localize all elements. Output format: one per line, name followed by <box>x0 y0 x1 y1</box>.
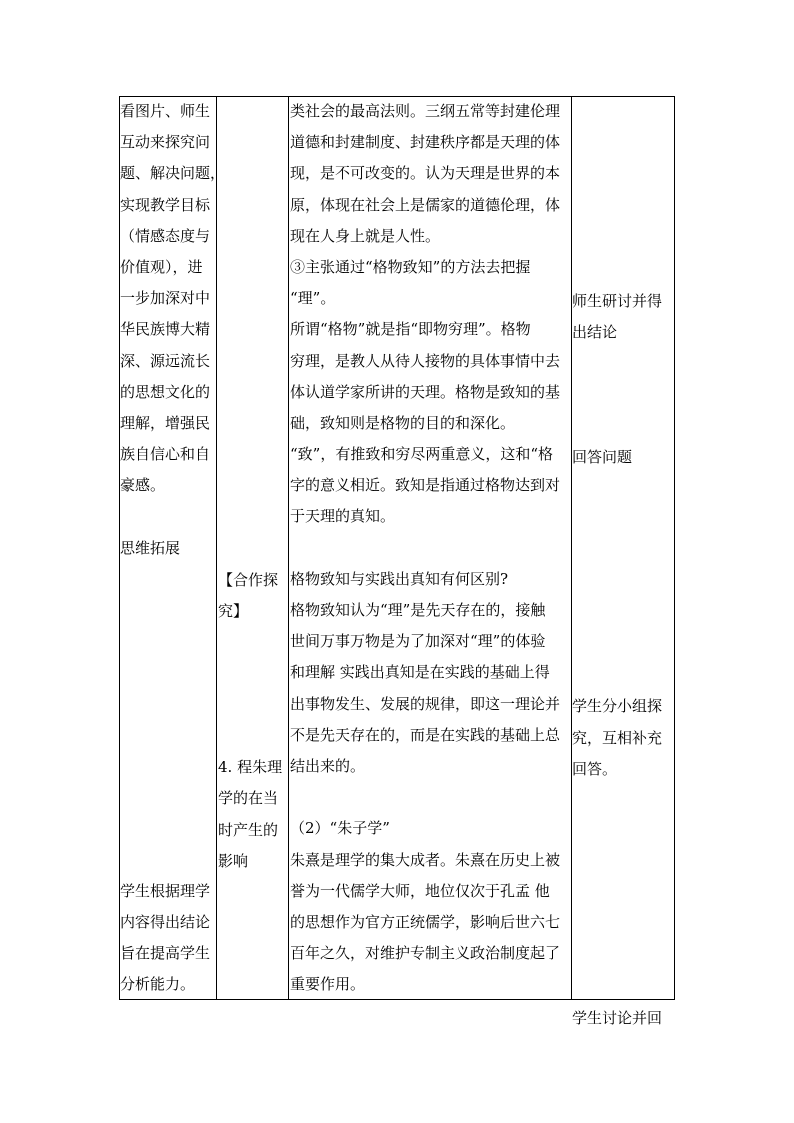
intent-line: 实现教学目标 <box>120 195 211 214</box>
content-line: 和理解 实践出真知是在实践的基础上得 <box>290 663 550 682</box>
student-line <box>572 348 674 379</box>
intent-line: 分析能力。 <box>120 975 196 994</box>
student-line: 回答。 <box>572 759 618 778</box>
content-line: 现在人身上就是人性。 <box>290 226 441 245</box>
content-line <box>290 782 572 813</box>
activity-column <box>218 565 288 877</box>
intent-column <box>120 96 226 1000</box>
content-line: 不是先天存在的，而是在实践的基础上总 <box>290 725 561 744</box>
content-line: 体认道学家所讲的天理。格物是致知的基 <box>290 382 561 401</box>
content-line: 世间万事万物是为了加深对“理”的体验 <box>290 632 546 651</box>
student-line: 学生分小组探 <box>572 697 663 716</box>
content-line: 道德和封建制度、封建秩序都是天理的体 <box>290 133 561 152</box>
student-line: 回答问题 <box>572 447 633 466</box>
topic-line: 学的在当 <box>218 789 279 808</box>
student-line <box>572 910 674 941</box>
content-line: 于天理的真知。 <box>290 507 396 526</box>
content-line: 穷理，是教人从待人接物的具体事情中去 <box>290 351 561 370</box>
content-line: 字的意义相近。致知是指通过格物达到对 <box>290 476 561 495</box>
student-line <box>572 380 674 411</box>
student-line <box>572 972 674 1003</box>
student-line: 师生研讨并得 <box>572 292 663 310</box>
student-line <box>572 536 674 567</box>
student-line: 究，互相补充 <box>572 728 663 747</box>
content-line: 格物致知认为“理”是先天存在的，接触 <box>290 601 546 619</box>
intent-line: 理解，增强民 <box>120 413 211 432</box>
content-line: 百年之久，对维护专制主义政治制度起了 <box>290 944 561 963</box>
student-line <box>572 504 674 535</box>
content-line: 现，是不可改变的。认为天理是世界的本 <box>290 164 561 183</box>
student-line: 学生讨论并回 <box>572 1009 663 1028</box>
student-line <box>572 941 674 972</box>
content-line: “理”。 <box>290 289 336 308</box>
intent-line: 看图片、师生 <box>120 102 211 120</box>
content-line: 重要作用。 <box>290 975 366 994</box>
content-line: 所谓“格物”就是指“即物穷理”。格物 <box>290 320 531 339</box>
student-line <box>572 660 674 691</box>
content-column <box>290 96 572 1000</box>
intent-line: 族自信心和自 <box>120 445 211 464</box>
content-line: “致”，有推致和穷尽两重意义，这和“格 <box>290 445 554 464</box>
student-line <box>572 879 674 910</box>
intent-line: （情感态度与 <box>120 226 211 245</box>
intent-line: 华民族博大精 <box>120 320 211 339</box>
topic-line: 影响 <box>218 851 249 870</box>
student-line <box>572 473 674 504</box>
topic-line: 4. 程朱理 <box>218 758 283 777</box>
intent-line: 深、源远流长 <box>120 351 211 370</box>
content-line: 朱熹是理学的集大成者。朱熹在历史上被 <box>290 850 561 869</box>
content-line: ③主张通过“格物致知”的方法去把握 <box>290 257 531 276</box>
student-line: 出结论 <box>572 323 618 342</box>
student-line <box>572 785 674 816</box>
intent-line: 互动来探究问 <box>120 133 211 152</box>
intent-line: 旨在提高学生 <box>120 944 211 963</box>
student-line <box>572 629 674 660</box>
content-line: 类社会的最高法则。三纲五常等封建伦理 <box>290 102 561 120</box>
student-line <box>572 411 674 442</box>
intent-line: 价值观），进 <box>120 257 203 276</box>
student-line <box>572 567 674 598</box>
intent-line: 一步加深对中 <box>120 289 211 308</box>
activity-line: 【合作探 <box>218 571 279 589</box>
content-line: 格物致知与实践出真知有何区别? <box>290 569 509 588</box>
intent-line: 内容得出结论 <box>120 912 211 931</box>
section-heading: 思维拓展 <box>120 538 181 557</box>
column-divider-2 <box>288 96 289 1000</box>
intent-line: 学生根据理学 <box>120 881 211 900</box>
intent-line: 题、解决问题， <box>120 164 226 183</box>
content-line: 础，致知则是格物的目的和深化。 <box>290 413 516 432</box>
content-line: 的思想作为官方正统儒学，影响后世六七 <box>290 912 561 931</box>
content-line: 誉为一代儒学大师，地位仅次于孔孟 他 <box>290 881 550 900</box>
content-line <box>290 533 572 564</box>
activity-line: 究】 <box>218 602 249 621</box>
content-line: （2）“朱子学” <box>290 819 390 838</box>
column-divider-1 <box>216 96 217 1000</box>
student-line <box>572 816 674 847</box>
intent-line: 豪感。 <box>120 476 166 495</box>
content-line: 出事物发生、发展的规律，即这一理论并 <box>290 694 561 713</box>
content-line: 结出来的。 <box>290 756 366 775</box>
student-activity-column <box>572 286 674 1035</box>
topic-line: 时产生的 <box>218 820 279 839</box>
intent-line: 的思想文化的 <box>120 382 211 401</box>
content-line: 原，体现在社会上是儒家的道德伦理，体 <box>290 195 561 214</box>
student-line <box>572 598 674 629</box>
student-line <box>572 847 674 878</box>
